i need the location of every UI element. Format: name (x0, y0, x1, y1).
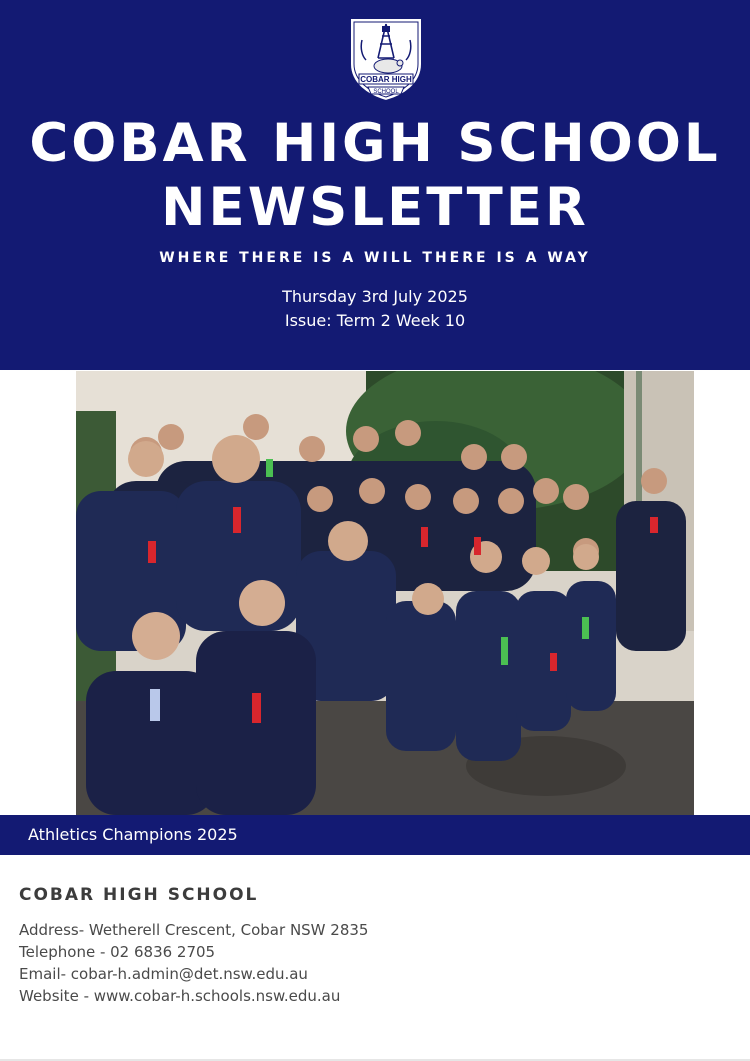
issue-date: Thursday 3rd July 2025 (282, 287, 468, 306)
photo-caption: Athletics Champions 2025 (28, 825, 238, 844)
crest-text: COBAR HIGH (360, 75, 412, 84)
school-crest-logo (344, 14, 428, 102)
website-line: Website - www.cobar-h.schools.nsw.edu.au (19, 987, 341, 1005)
school-motto: WHERE THERE IS A WILL THERE IS A WAY (159, 250, 591, 266)
contact-section (0, 855, 750, 1061)
photo-caption-bar (0, 815, 750, 855)
group-photo-illustration (76, 371, 694, 815)
school-name-heading: COBAR HIGH SCHOOL (19, 885, 259, 905)
title-line-1: COBAR HIGH SCHOOL (29, 113, 721, 174)
group-photo (76, 371, 694, 815)
telephone-line: Telephone - 02 6836 2705 (19, 943, 216, 961)
crest-ribbon-text: SCHOOL (373, 89, 399, 95)
title-line-2: NEWSLETTER (161, 177, 589, 238)
newsletter-title (0, 112, 750, 240)
email-line: Email- cobar-h.admin@det.nsw.edu.au (19, 965, 308, 983)
masthead (0, 0, 750, 370)
issue-number: Issue: Term 2 Week 10 (284, 311, 466, 330)
address-line: Address- Wetherell Crescent, Cobar NSW 2835 (19, 921, 369, 939)
